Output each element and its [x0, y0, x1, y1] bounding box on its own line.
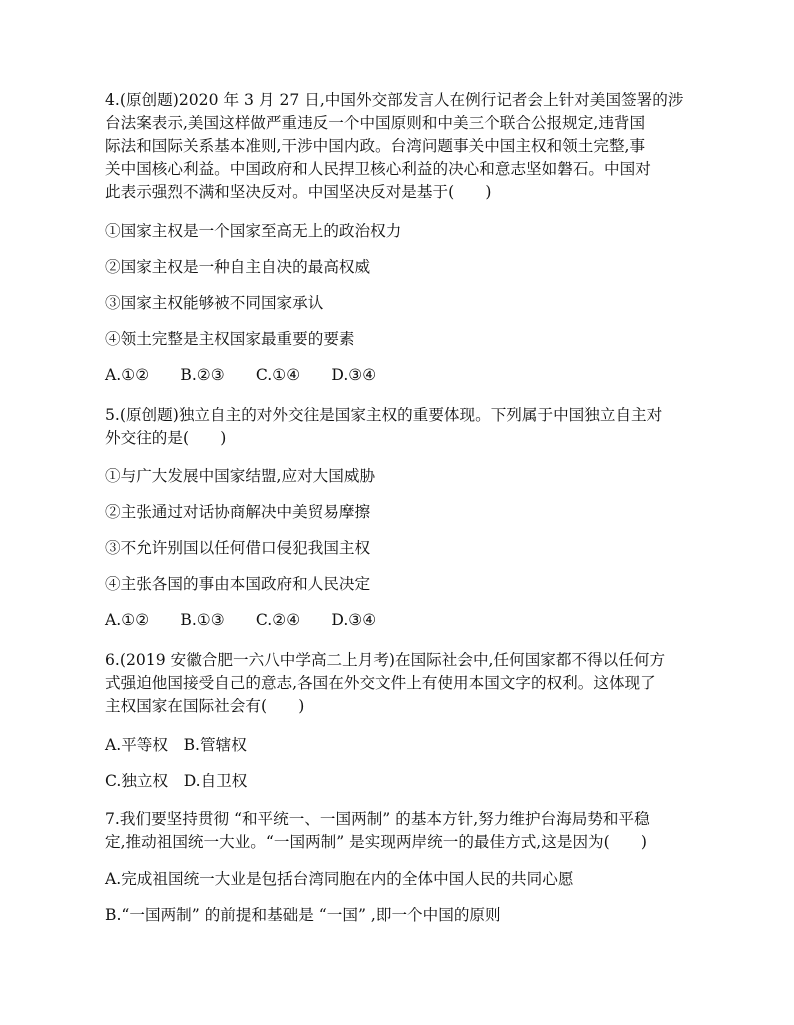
- q6-stem-line-3: 主权国家在国际社会有( ): [105, 697, 305, 715]
- q6-options-row-2: C.独立权 D.自卫权: [105, 772, 248, 790]
- q5-stem-line-1: 5.(原创题)独立自主的对外交往是国家主权的重要体现。下列属于中国独立自主对: [105, 406, 663, 424]
- q6-options-row-1: A.平等权 B.管辖权: [105, 736, 247, 754]
- q5-statement-3: ③不允许别国以任何借口侵犯我国主权: [105, 539, 371, 557]
- q4-stem-line-4: 关中国核心利益。中国政府和人民捍卫核心利益的决心和意志坚如磐石。中国对: [105, 160, 651, 178]
- q5-statement-4: ④主张各国的事由本国政府和人民决定: [105, 575, 371, 593]
- q6-stem-line-2: 式强迫他国接受自己的意志,各国在外交文件上有使用本国文字的权利。这体现了: [105, 674, 656, 692]
- q4-statement-1: ①国家主权是一个国家至高无上的政治权力: [105, 222, 402, 240]
- q7-option-b: B.“一国两制” 的前提和基础是 “一国” ,即一个中国的原则: [105, 906, 501, 924]
- q4-stem-line-2: 台法案表示,美国这样做严重违反一个中国原则和中美三个联合公报规定,违背国: [105, 114, 646, 132]
- q4-statement-2: ②国家主权是一种自主自决的最高权威: [105, 258, 371, 276]
- q5-statement-1: ①与广大发展中国家结盟,应对大国威胁: [105, 467, 376, 485]
- q5-options: A.①② B.①③ C.②④ D.③④: [105, 611, 377, 629]
- q7-stem-line-1: 7.我们要坚持贯彻 “和平统一、一国两制” 的基本方针,努力维护台海局势和平稳: [105, 810, 650, 828]
- q7-option-a: A.完成祖国统一大业是包括台湾同胞在内的全体中国人民的共同心愿: [105, 870, 574, 888]
- q7-stem-line-2: 定,推动祖国统一大业。“一国两制” 是实现两岸统一的最佳方式,这是因为( ): [105, 833, 647, 851]
- q5-stem-line-2: 外交往的是( ): [105, 429, 227, 447]
- q4-stem-line-3: 际法和国际关系基本准则,干涉中国内政。台湾问题事关中国主权和领土完整,事: [105, 137, 646, 155]
- q4-statement-3: ③国家主权能够被不同国家承认: [105, 294, 324, 312]
- q5-statement-2: ②主张通过对话协商解决中美贸易摩擦: [105, 503, 371, 521]
- q6-stem-line-1: 6.(2019 安徽合肥一六八中学高二上月考)在国际社会中,任何国家都不得以任何方: [105, 651, 666, 669]
- q4-stem-line-1: 4.(原创题)2020 年 3 月 27 日,中国外交部发言人在例行记者会上针对美国签署的涉: [105, 91, 684, 109]
- q4-statement-4: ④领土完整是主权国家最重要的要素: [105, 330, 355, 348]
- q4-stem-line-5: 此表示强烈不满和坚决反对。中国坚决反对是基于( ): [105, 183, 492, 201]
- q4-options: A.①② B.②③ C.①④ D.③④: [105, 366, 377, 384]
